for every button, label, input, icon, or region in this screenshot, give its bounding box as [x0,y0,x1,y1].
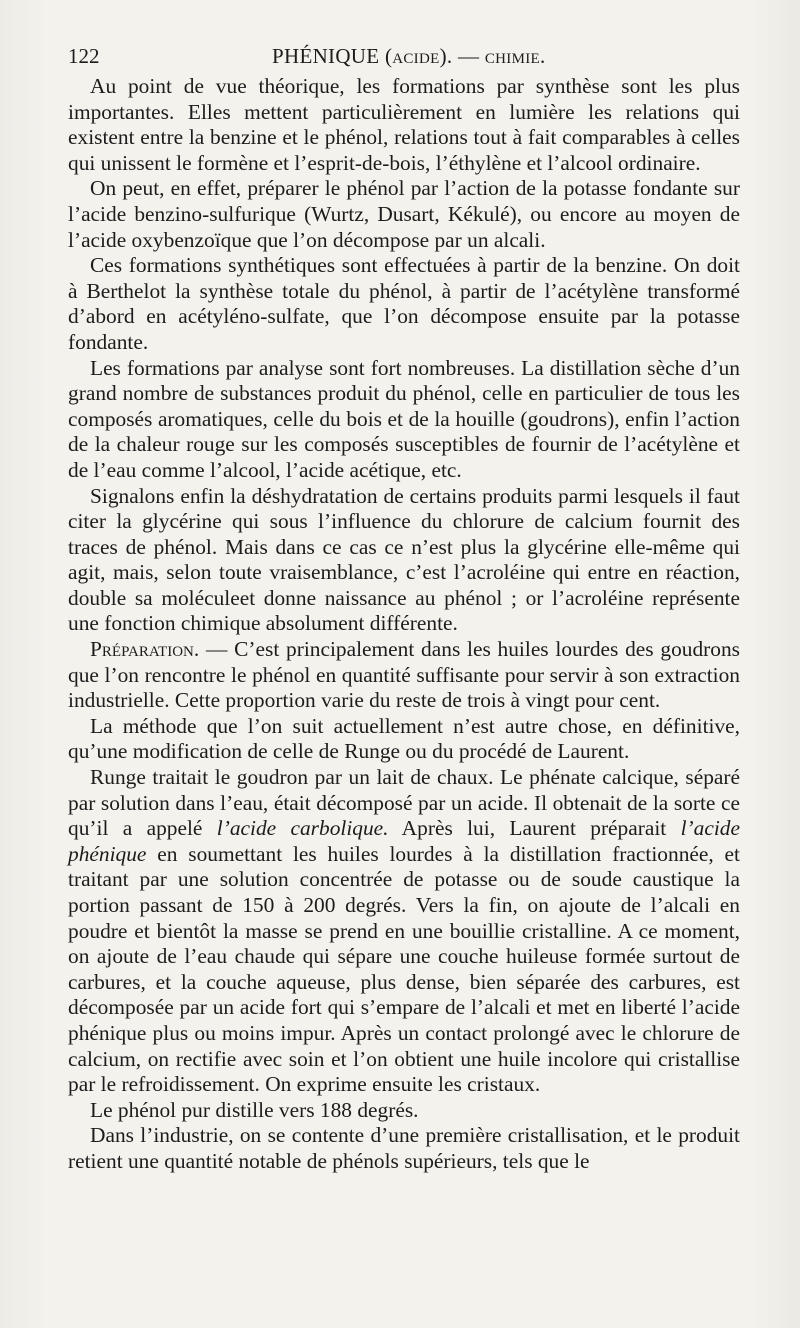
title-paren: (acide). [384,44,453,68]
paragraph-1: Au point de vue théorique, les formations par synthèse sont les plus importantes. Elles mettent particulièrement en lumière les relations qui existent entre la benzine et le phénol, relations tout à fait comparables à celles qui unissent le formène et l’esprit-de-bois, l’éthylène et l’alcool ordinaire. [68,74,740,175]
paragraph-4: Les formations par analyse sont fort nombreuses. La distillation sèche d’un grand nombre de substances produit du phénol, celle en particulier de tous les composés aromatiques, celle du bois et de la houille (goudrons), enfin l’action de la chaleur rouge sur les composés susceptibles de fournir de l’acétylène et de l’eau comme l’alcool, l’acide acétique, etc. [68,355,740,482]
paragraph-5: Signalons enfin la déshydratation de certains produits parmi lesquels il faut citer la glycérine qui sous l’influence du chlorure de calcium fournit des traces de phénol. Mais dans ce cas ce n’est plus la glycérine elle-même qui agit, mais, selon toute vraisemblance, c’est l’acroléine qui entre en réaction, double sa moléculeet donne naissance au phénol ; or l’acroléine représente une fonction chimique absolument différente. [68,483,740,636]
paragraph-7: La méthode que l’on suit actuellement n’est autre chose, en définitive, qu’une modification de celle de Runge ou du procédé de Laurent. [68,713,740,764]
running-header [68,40,740,70]
title-section: chimie. [484,44,546,68]
paragraph-6 [68,637,740,714]
term-acide-phenique: l’acide phénique [68,816,740,866]
paragraph-9: Le phénol pur distille vers 188 degrés. [90,1097,419,1122]
paragraph-2: On peut, en effet, préparer le phénol par l’action de la potasse fondante sur l’acide benzino-sulfurique (Wurtz, Dusart, Kékulé), ou encore au moyen de l’acide oxybenzoïque que l’on décompose par un alcali. [68,176,740,252]
paragraph-10: Dans l’industrie, on se contente d’une première cristallisation, et le produit retient une quantité notable de phénols supérieurs, tels que le [68,1123,740,1173]
page-number: 122 [68,44,100,68]
term-acide-carbolique: l’acide carbolique. [216,816,389,841]
paragraph-8-part-b: Après lui, Laurent préparait [388,816,681,841]
body-text [68,74,740,1175]
paragraph-8-part-c: en soumettant les huiles lourdes à la distillation fractionnée, et traitant par une solution concentrée de potasse ou de soude caustique la portion passant de 150 à 200 degrés. Vers la fin, on ajoute de l’alcali en poudre et bientôt la masse se prend en une bouillie cristalline. A ce moment, on ajoute de l’eau chaude qui sépare une couche huileuse formée surtout de carbures, et la couche aqueuse, plus dense, bien séparée des carbures, est décomposée par un acide fort qui s’empare de l’alcali et met en liberté l’acide phénique plus ou moins impur. Après un contact prolongé avec le chlorure de calcium, on rectifie avec soin et l’on obtient une huile incolore qui cristallise par le refroidissement. On exprime ensuite les cristaux. [68,841,740,1097]
paragraph-3: Ces formations synthétiques sont effectuées à partir de la benzine. On doit à Berthelot la synthèse totale du phénol, à partir de l’acétylène transformé d’abord en acétyléno-sulfate, que l’on décompose ensuite par la potasse fondante. [68,253,740,354]
paragraph-6-text: — C’est principalement dans les huiles lourdes des goudrons que l’on rencontre le phénol en quantité suffisante pour servir à son extraction industrielle. Cette proportion varie du reste de trois à vingt pour cent. [68,637,740,713]
paragraph-8 [68,765,740,1098]
title-main: PHÉNIQUE [272,44,380,68]
title-separator: — [457,44,480,68]
section-label-preparation: Préparation. [90,637,200,662]
running-title [272,44,546,69]
paragraph-8-part-a: Runge traitait le goudron par un lait de chaux. Le phénate calcique, séparé par solution dans l’eau, était décomposé par un acide. Il obtenait de la sorte ce qu’il a appelé [68,765,740,841]
